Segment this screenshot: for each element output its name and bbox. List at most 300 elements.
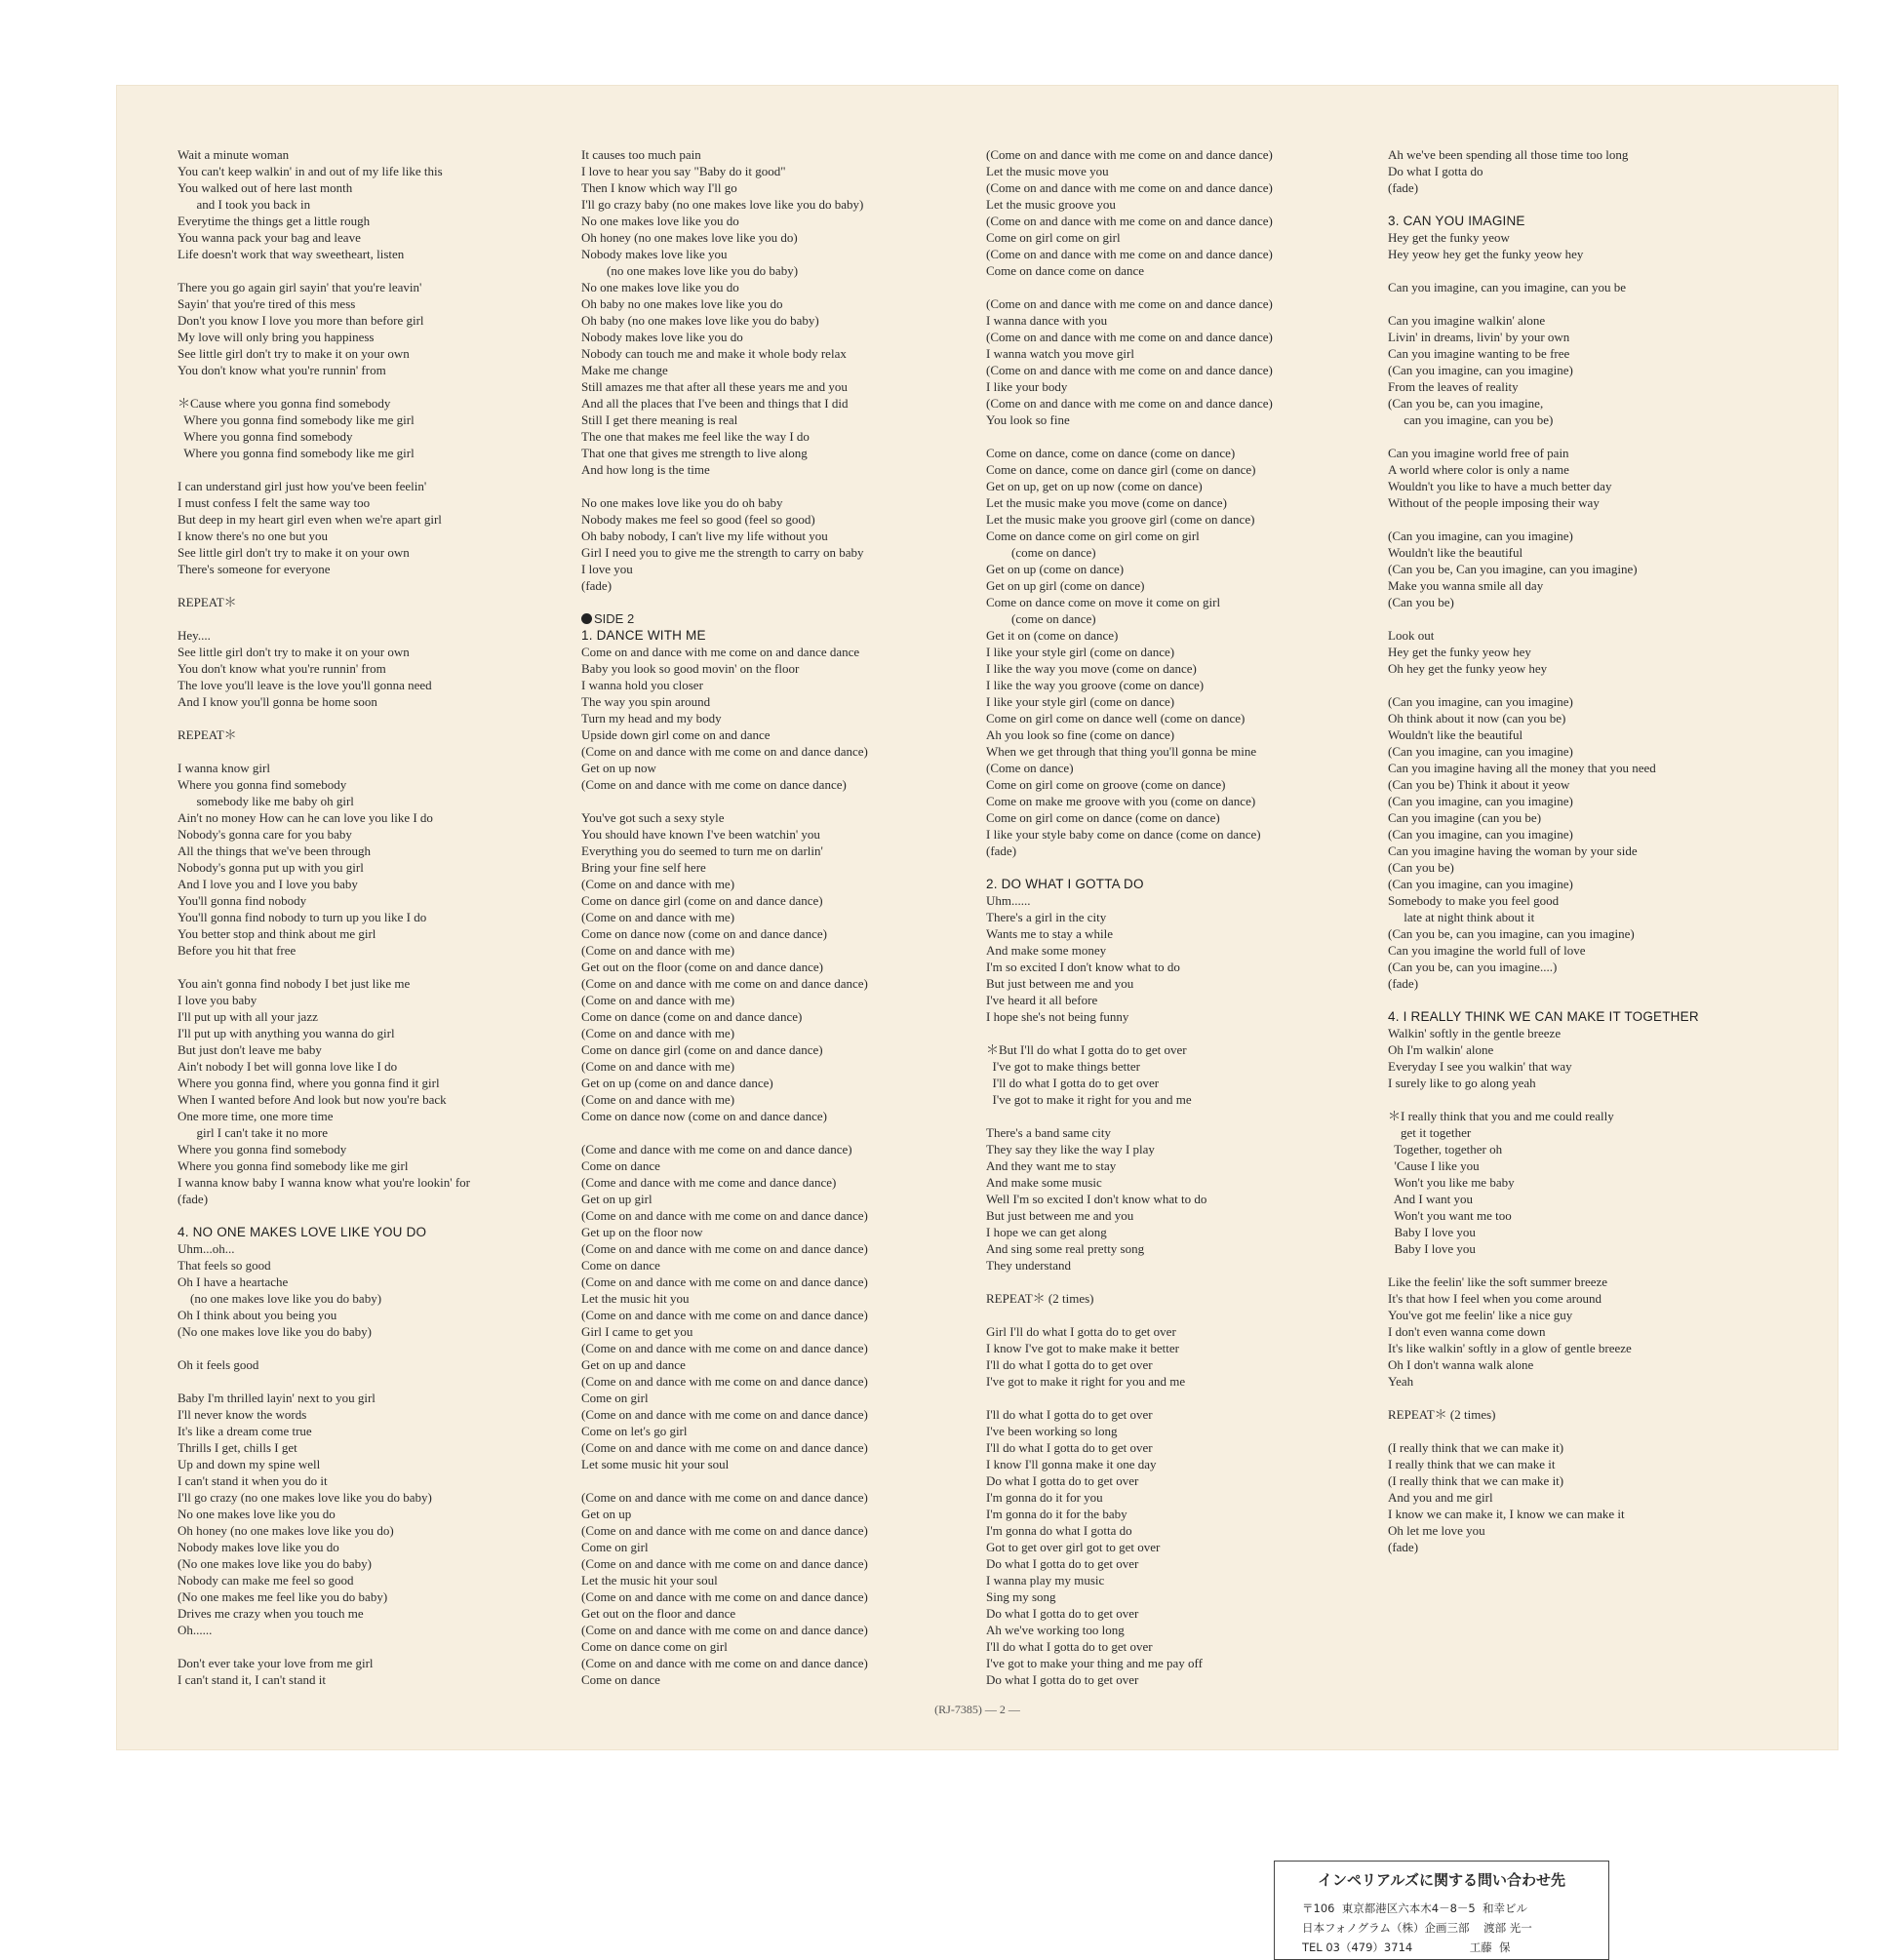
lyric-line: You wanna pack your bag and leave — [178, 230, 361, 245]
lyric-line — [581, 1472, 868, 1489]
lyric-line: Where you gonna find somebody — [178, 429, 353, 444]
contact-box — [1274, 1861, 1609, 1960]
lyric-line — [178, 959, 470, 975]
lyric-line: I hope she's not being funny — [986, 1009, 1129, 1024]
lyric-line: Hey.... — [178, 628, 211, 643]
lyric-line: (Can you be, Can you imagine, can you imagine) — [1388, 562, 1638, 576]
lyric-line: From the leaves of reality — [1388, 379, 1519, 394]
lyric-line: I love you — [581, 562, 633, 576]
lyric-line — [986, 279, 1273, 295]
lyric-line: (Come on dance) — [986, 761, 1074, 775]
lyric-line: Where you gonna find, where you gonna find it girl — [178, 1076, 440, 1090]
lyric-line — [178, 1340, 470, 1356]
lyric-line: (Come and dance with me come and dance dance) — [581, 1175, 837, 1190]
lyric-line: (Come on and dance with me come on and dance dance) — [986, 396, 1273, 411]
lyric-line: But just don't leave me baby — [178, 1042, 322, 1057]
lyric-line: Sing my song — [986, 1589, 1056, 1604]
lyric-line: Where you gonna find somebody like me girl — [178, 446, 415, 460]
lyric-line: Oh...... — [178, 1623, 213, 1637]
lyric-line: Won't you like me baby — [1388, 1175, 1515, 1190]
lyric-line: I hope we can get along — [986, 1225, 1107, 1239]
lyric-line: I love you baby — [178, 993, 257, 1007]
lyric-line: Oh I'm walkin' alone — [1388, 1042, 1494, 1057]
lyric-line: and I took you back in — [178, 197, 311, 212]
lyric-line: Then I know which way I'll go — [581, 180, 737, 195]
lyric-line: Can you imagine world free of pain — [1388, 446, 1569, 460]
lyric-line: (fade) — [581, 578, 613, 593]
lyric-line: You'll gonna find nobody — [178, 893, 307, 908]
lyric-line: Ah you look so fine (come on dance) — [986, 727, 1175, 742]
lyric-line: You walked out of here last month — [178, 180, 353, 195]
lyric-line: The way you spin around — [581, 694, 711, 709]
lyric-line: Come on girl — [581, 1540, 649, 1554]
lyric-line: (Come on and dance with me come on and dance dance) — [581, 1623, 868, 1637]
lyric-line: Can you imagine, can you imagine, can you be — [1388, 280, 1627, 294]
lyric-line — [1388, 1423, 1699, 1439]
lyric-line: Come on girl come on dance (come on dance) — [986, 810, 1220, 825]
lyric-line: Get on up (come on dance) — [986, 562, 1125, 576]
lyric-line: Come on make me groove with you (come on dance) — [986, 794, 1256, 808]
lyric-line: (No one makes me feel like you do baby) — [178, 1589, 388, 1604]
lyric-line: Come on girl — [581, 1391, 649, 1405]
lyric-line: When we get through that thing you'll gonna be mine — [986, 744, 1257, 759]
lyric-line: Everything you do seemed to turn me on darlin' — [581, 843, 823, 858]
lyric-line: Let the music make you groove girl (come on dance) — [986, 512, 1255, 527]
lyric-line: Come on dance, come on dance girl (come on dance) — [986, 462, 1256, 477]
lyric-line: Come on let's go girl — [581, 1424, 688, 1438]
lyric-line: Ain't nobody I bet will gonna love like I do — [178, 1059, 398, 1074]
lyric-line: You ain't gonna find nobody I bet just like me — [178, 976, 411, 991]
lyric-line — [1388, 1390, 1699, 1406]
lyric-line: Oh I think about you being you — [178, 1308, 337, 1322]
lyric-line: Get on up girl — [581, 1192, 652, 1206]
lyric-line: I'll do what I gotta do to get over — [986, 1440, 1153, 1455]
lyric-line: Don't you know I love you more than before girl — [178, 313, 424, 328]
lyric-line: Oh hey get the funky yeow hey — [1388, 661, 1548, 676]
lyric-line: (Come on and dance with me come on and dance dance) — [581, 1556, 868, 1571]
lyric-line: Girl I need you to give me the strength to carry on baby — [581, 545, 864, 560]
lyric-line: But deep in my heart girl even when we're apart girl — [178, 512, 442, 527]
lyric-line: Hey yeow hey get the funky yeow hey — [1388, 247, 1584, 261]
lyric-line: (Come on and dance with me come on and dance dance) — [581, 1241, 868, 1256]
lyric-line: Hey get the funky yeow hey — [1388, 645, 1531, 659]
lyric-line: I'll put up with all your jazz — [178, 1009, 318, 1024]
lyric-line: I'll go crazy baby (no one makes love like you do baby) — [581, 197, 864, 212]
lyric-line: Ah we've been spending all those time too long — [1388, 147, 1629, 162]
lyric-line: A world where color is only a name — [1388, 462, 1569, 477]
lyric-line: Oh let me love you — [1388, 1523, 1485, 1538]
lyric-line: When I wanted before And look but now you're back — [178, 1092, 447, 1107]
lyric-line: It causes too much pain — [581, 147, 701, 162]
lyric-line: Oh baby (no one makes love like you do baby) — [581, 313, 819, 328]
lyric-line: And they want me to stay — [986, 1158, 1117, 1173]
lyric-line: Up and down my spine well — [178, 1457, 321, 1471]
lyric-line: I know there's no one but you — [178, 529, 328, 543]
lyric-line: Everytime the things get a little rough — [178, 214, 371, 228]
lyric-line: I know I've got to make make it better — [986, 1341, 1180, 1355]
lyric-line: I must confess I felt the same way too — [178, 495, 371, 510]
lyric-line: Get on up — [581, 1507, 632, 1521]
lyrics-column-2 — [581, 146, 868, 1688]
lyric-line: (fade) — [178, 1192, 209, 1206]
lyric-line: (fade) — [1388, 180, 1419, 195]
lyric-line: No one makes love like you do — [178, 1507, 336, 1521]
lyric-line — [986, 1108, 1273, 1124]
lyric-line: There's someone for everyone — [178, 562, 331, 576]
lyric-line: (I really think that we can make it) — [1388, 1440, 1564, 1455]
lyric-line: I'll do what I gotta do to get over — [986, 1407, 1153, 1422]
lyric-line: You should have known I've been watchin' you — [581, 827, 820, 842]
lyric-line: Oh honey (no one makes love like you do) — [581, 230, 798, 245]
lyric-line: Come on dance (come on and dance dance) — [581, 1009, 803, 1024]
lyric-line — [1388, 428, 1699, 445]
lyric-line: Look out — [1388, 628, 1435, 643]
lyric-line: (Come on and dance with me come on and dance dance) — [986, 296, 1273, 311]
lyric-line: Come on dance come on girl come on girl — [986, 529, 1200, 543]
lyric-line: I don't even wanna come down — [1388, 1324, 1546, 1339]
lyric-line: Can you imagine having all the money that you need — [1388, 761, 1656, 775]
lyric-line: They say they like the way I play — [986, 1142, 1155, 1156]
lyric-line — [1388, 610, 1699, 627]
side-label — [581, 610, 868, 627]
lyric-line: (no one makes love like you do baby) — [581, 263, 799, 278]
lyric-line: Oh I don't wanna walk alone — [1388, 1357, 1534, 1372]
lyric-line: 'Cause I like you — [1388, 1158, 1480, 1173]
lyric-line — [178, 743, 470, 760]
lyric-line: You don't know what you're runnin' from — [178, 363, 386, 377]
lyric-line: Come on girl come on dance well (come on dance) — [986, 711, 1246, 725]
lyric-line: Get on up, get on up now (come on dance) — [986, 479, 1203, 493]
lyric-line: My love will only bring you happiness — [178, 330, 375, 344]
lyric-line: Nobody makes love like you — [581, 247, 728, 261]
lyric-line: Come on dance come on girl — [581, 1639, 728, 1654]
lyric-line: Oh think about it now (can you be) — [1388, 711, 1566, 725]
lyric-line — [581, 793, 868, 809]
lyric-line: (Can you imagine, can you imagine) — [1388, 794, 1573, 808]
lyric-line: (Can you imagine, can you imagine) — [1388, 877, 1573, 891]
song-title: 4. I REALLY THINK WE CAN MAKE IT TOGETHER — [1388, 1009, 1699, 1024]
lyric-line: And make some money — [986, 943, 1107, 958]
lyric-line — [1388, 511, 1699, 528]
lyric-line: Oh baby nobody, I can't live my life without you — [581, 529, 828, 543]
lyric-line: Let some music hit your soul — [581, 1457, 730, 1471]
lyric-line: Wait a minute woman — [178, 147, 290, 162]
lyric-line: Still amazes me that after all these years me and you — [581, 379, 848, 394]
lyric-line: Can you imagine (can you be) — [1388, 810, 1542, 825]
lyric-line: REPEAT＊ — [178, 727, 237, 742]
lyric-line: All the things that we've been through — [178, 843, 372, 858]
lyric-line: You've got me feelin' like a nice guy — [1388, 1308, 1573, 1322]
lyric-line: (Can you imagine, can you imagine) — [1388, 529, 1573, 543]
lyric-line: Come on dance now (come on and dance dance) — [581, 1109, 827, 1123]
lyric-line: Girl I'll do what I gotta do to get over — [986, 1324, 1176, 1339]
lyric-line: Get out on the floor (come on and dance dance) — [581, 960, 823, 974]
lyric-line: I surely like to go along yeah — [1388, 1076, 1536, 1090]
lyric-line: (Come on and dance with me) — [581, 1026, 735, 1040]
lyric-line: Wouldn't like the beautiful — [1388, 727, 1523, 742]
lyric-line: (Can you imagine, can you imagine) — [1388, 744, 1573, 759]
lyric-line: I wanna play my music — [986, 1573, 1105, 1588]
lyric-line: Where you gonna find somebody like me girl — [178, 1158, 409, 1173]
lyric-line: (Can you be, can you imagine, can you imagine) — [1388, 926, 1635, 941]
lyric-line: (Come on and dance with me) — [581, 1059, 735, 1074]
lyric-line: (Can you be) Think it about it yeow — [1388, 777, 1570, 792]
lyric-line: Ain't no money How can he can love you like I do — [178, 810, 433, 825]
lyric-line: Let the music groove you — [986, 197, 1116, 212]
lyric-line: Bring your fine self here — [581, 860, 706, 875]
lyric-line: Let the music hit your soul — [581, 1573, 718, 1588]
song-title: 4. NO ONE MAKES LOVE LIKE YOU DO — [178, 1225, 427, 1239]
lyric-line — [178, 461, 470, 478]
lyric-line: I wanna know baby I wanna know what you're lookin' for — [178, 1175, 470, 1190]
lyric-line: I wanna dance with you — [986, 313, 1108, 328]
lyric-line: And make some music — [986, 1175, 1102, 1190]
lyric-line: (Come on and dance with me come on and dance dance) — [986, 214, 1273, 228]
lyric-line: (No one makes love like you do baby) — [178, 1324, 372, 1339]
lyric-line: Ah we've working too long — [986, 1623, 1125, 1637]
lyric-line: Do what I gotta do to get over — [986, 1556, 1139, 1571]
lyric-line: Wouldn't you like to have a much better day — [1388, 479, 1612, 493]
lyric-line: (Come on and dance with me come on and dance dance) — [581, 1523, 868, 1538]
lyric-line: The one that makes me feel like the way I do — [581, 429, 810, 444]
lyric-line: I've got to make it right for you and me — [986, 1092, 1192, 1107]
lyric-line — [986, 1025, 1273, 1041]
lyric-line: Livin' in dreams, livin' by your own — [1388, 330, 1570, 344]
lyric-line: Wouldn't like the beautiful — [1388, 545, 1523, 560]
lyric-line: Get out on the floor and dance — [581, 1606, 736, 1621]
lyric-line: Together, together oh — [1388, 1142, 1503, 1156]
lyric-line: And sing some real pretty song — [986, 1241, 1145, 1256]
lyric-line: (Come on and dance with me come on and dance dance) — [986, 147, 1273, 162]
lyric-line: I can't stand it when you do it — [178, 1473, 328, 1488]
lyric-line: Oh I have a heartache — [178, 1274, 289, 1289]
lyric-line: Get on up (come on and dance dance) — [581, 1076, 773, 1090]
lyric-line — [178, 610, 470, 627]
lyric-line: But just between me and you — [986, 1208, 1134, 1223]
lyric-sheet — [117, 86, 1838, 1749]
lyric-line: (Come on and dance with me come on and dance dance) — [581, 1589, 868, 1604]
lyric-line: Turn my head and my body — [581, 711, 722, 725]
lyric-line: (Come on and dance with me come on and dance dance) — [986, 330, 1273, 344]
lyric-line: See little girl don't try to make it on your own — [178, 545, 410, 560]
lyric-line: No one makes love like you do — [581, 280, 739, 294]
lyric-line: (Come on and dance with me come on and dance dance) — [581, 1490, 868, 1505]
lyric-line: (Can you be, can you imagine....) — [1388, 960, 1558, 974]
lyric-line: (fade) — [1388, 1540, 1419, 1554]
lyric-line: (Come on and dance with me come on and dance dance) — [581, 1208, 868, 1223]
lyric-line: Come on dance — [581, 1672, 660, 1687]
lyric-line: Walkin' softly in the gentle breeze — [1388, 1026, 1562, 1040]
lyric-line: I like the way you move (come on dance) — [986, 661, 1197, 676]
lyric-line: (Can you be) — [1388, 860, 1454, 875]
lyric-line: ＊I really think that you and me could really — [1388, 1109, 1614, 1123]
lyric-line: I like your style girl (come on dance) — [986, 694, 1175, 709]
lyric-line: I wanna watch you move girl — [986, 346, 1134, 361]
lyric-line: And I know you'll gonna be home soon — [178, 694, 377, 709]
lyric-line: REPEAT＊ (2 times) — [986, 1291, 1094, 1306]
lyric-line — [1388, 1257, 1699, 1274]
lyric-line: There you go again girl sayin' that you're leavin' — [178, 280, 422, 294]
lyric-line: You can't keep walkin' in and out of my life like this — [178, 164, 443, 178]
lyric-line: I really think that we can make it — [1388, 1457, 1556, 1471]
lyric-line — [178, 1207, 470, 1224]
lyric-line: (Come on and dance with me) — [581, 993, 735, 1007]
filled-circle-icon — [581, 613, 592, 624]
lyric-line: Can you imagine wanting to be free — [1388, 346, 1570, 361]
lyric-line: Sayin' that you're tired of this mess — [178, 296, 356, 311]
lyric-line: Don't ever take your love from me girl — [178, 1656, 374, 1670]
lyric-line: Somebody to make you feel good — [1388, 893, 1560, 908]
lyric-line: Got to get over girl got to get over — [986, 1540, 1161, 1554]
lyric-line: It's like walkin' softly in a glow of gentle breeze — [1388, 1341, 1632, 1355]
lyric-line: (Come on and dance with me come on and dance dance) — [986, 247, 1273, 261]
lyric-line — [986, 859, 1273, 876]
lyric-line: REPEAT＊ — [178, 595, 237, 609]
lyric-line: Life doesn't work that way sweetheart, listen — [178, 247, 405, 261]
lyric-line: Come on dance girl (come on and dance dance) — [581, 1042, 823, 1057]
lyric-line: And you and me girl — [1388, 1490, 1493, 1505]
lyric-line — [986, 428, 1273, 445]
lyric-line: I like your style girl (come on dance) — [986, 645, 1175, 659]
lyric-line: (Come on and dance with me come on and dance dance) — [581, 744, 868, 759]
lyrics-column-1 — [178, 146, 470, 1688]
lyric-line: Nobody can touch me and make it whole body relax — [581, 346, 847, 361]
lyric-line: Let the music move you — [986, 164, 1109, 178]
lyric-line — [581, 478, 868, 494]
lyric-line: Come on dance girl (come on and dance dance) — [581, 893, 823, 908]
lyric-line: Come on dance now (come on and dance dance) — [581, 926, 827, 941]
lyric-line: I like the way you groove (come on dance) — [986, 678, 1205, 692]
lyric-line: (Come on and dance with me come on and dance dance) — [581, 976, 868, 991]
lyric-line: Without of the people imposing their way — [1388, 495, 1600, 510]
lyric-line: (Come on and dance with me come on and dance dance) — [581, 1656, 868, 1670]
lyric-line: Oh honey (no one makes love like you do) — [178, 1523, 394, 1538]
lyric-line: Get on up now — [581, 761, 656, 775]
lyric-line: That feels so good — [178, 1258, 271, 1273]
lyric-line: Baby you look so good movin' on the floor — [581, 661, 800, 676]
lyric-line: There's a band same city — [986, 1125, 1111, 1140]
contact-company: 日本フォノグラム（株）企画三部 渡部 光一 — [1302, 1921, 1532, 1935]
lyric-line — [178, 262, 470, 279]
lyric-line: I'm gonna do it for the baby — [986, 1507, 1127, 1521]
lyric-line: Make you wanna smile all day — [1388, 578, 1544, 593]
lyric-line: Thrills I get, chills I get — [178, 1440, 297, 1455]
lyric-line: You'll gonna find nobody to turn up you like I do — [178, 910, 427, 924]
lyric-line: (Come and dance with me come on and dance dance) — [581, 1142, 852, 1156]
lyric-line: I wanna know girl — [178, 761, 270, 775]
lyric-line: I know I'll gonna make it one day — [986, 1457, 1157, 1471]
lyric-line: Get on up and dance — [581, 1357, 686, 1372]
lyric-line: Baby I love you — [1388, 1241, 1476, 1256]
lyric-line — [581, 594, 868, 610]
lyric-line: Girl I came to get you — [581, 1324, 693, 1339]
lyric-line: Like the feelin' like the soft summer breeze — [1388, 1274, 1608, 1289]
lyric-line: No one makes love like you do — [581, 214, 739, 228]
lyric-line: Let the music make you move (come on dance) — [986, 495, 1227, 510]
lyric-line: Yeah — [1388, 1374, 1414, 1389]
lyric-line: I've got to make things better — [986, 1059, 1140, 1074]
lyric-line: (Come on and dance with me come on and dance dance) — [581, 1440, 868, 1455]
lyric-line: I'll never know the words — [178, 1407, 307, 1422]
lyric-line: Come on dance come on dance — [986, 263, 1145, 278]
contact-address: 〒106 東京都港区六本木4－8－5 和幸ビル — [1302, 1901, 1528, 1915]
lyric-line: I know we can make it, I know we can make it — [1388, 1507, 1625, 1521]
lyric-line: It's like a dream come true — [178, 1424, 312, 1438]
lyric-line: Nobody makes love like you do — [178, 1540, 339, 1554]
lyric-line: Nobody makes love like you do — [581, 330, 743, 344]
lyric-line: Nobody can make me feel so good — [178, 1573, 354, 1588]
lyric-line: Get on up girl (come on dance) — [986, 578, 1145, 593]
song-title: 3. CAN YOU IMAGINE — [1388, 214, 1525, 228]
lyric-line: The love you'll leave is the love you'll gonna need — [178, 678, 432, 692]
lyric-line: Do what I gotta do to get over — [986, 1473, 1139, 1488]
lyric-line: Still I get there meaning is real — [581, 412, 738, 427]
lyric-line: You've got such a sexy style — [581, 810, 725, 825]
lyric-line — [1388, 1091, 1699, 1108]
lyric-line: No one makes love like you do oh baby — [581, 495, 783, 510]
contact-phone: TEL 03（479）3714 工藤 保 — [1302, 1940, 1511, 1954]
lyric-line: (No one makes love like you do baby) — [178, 1556, 372, 1571]
lyric-line: Where you gonna find somebody — [178, 1142, 347, 1156]
lyric-line — [1388, 992, 1699, 1008]
lyric-line: See little girl don't try to make it on your own — [178, 645, 410, 659]
lyric-line: They understand — [986, 1258, 1072, 1273]
lyric-line: Uhm...... — [986, 893, 1031, 908]
lyric-line: (Come on and dance with me) — [581, 1092, 735, 1107]
lyric-line: (Come on and dance with me come on and dance dance) — [581, 1407, 868, 1422]
lyric-line — [986, 1274, 1273, 1290]
lyric-line: Before you hit that free — [178, 943, 297, 958]
lyric-line: Wants me to stay a while — [986, 926, 1114, 941]
lyric-line: Can you imagine walkin' alone — [1388, 313, 1546, 328]
lyric-line: I like your body — [986, 379, 1068, 394]
lyric-line: REPEAT＊ (2 times) — [1388, 1407, 1496, 1422]
lyric-line: Come on dance — [581, 1158, 660, 1173]
lyric-line: I love to hear you say "Baby do it good" — [581, 164, 786, 178]
lyric-line: Get up on the floor now — [581, 1225, 703, 1239]
lyric-line: Do what I gotta do to get over — [986, 1672, 1139, 1687]
lyric-line: (Come on and dance with me) — [581, 910, 735, 924]
lyric-line: girl I can't take it no more — [178, 1125, 328, 1140]
lyric-line: (Can you imagine, can you imagine) — [1388, 694, 1573, 709]
lyric-line: (come on dance) — [986, 545, 1096, 560]
lyric-line: I've been working so long — [986, 1424, 1118, 1438]
lyric-line: ＊But I'll do what I gotta do to get over — [986, 1042, 1187, 1057]
lyric-line: Can you imagine the world full of love — [1388, 943, 1586, 958]
lyric-line: And I want you — [1388, 1192, 1474, 1206]
lyric-line: Oh it feels good — [178, 1357, 259, 1372]
contact-title: インペリアルズに関する問い合わせ先 — [1318, 1871, 1565, 1889]
lyric-line — [1388, 262, 1699, 279]
lyric-line: That one that gives me strength to live along — [581, 446, 808, 460]
lyric-line: It's that how I feel when you come around — [1388, 1291, 1601, 1306]
lyric-line: (fade) — [1388, 976, 1419, 991]
lyric-line: (Come on and dance with me come on and dance dance) — [581, 1374, 868, 1389]
lyric-line: Do what I gotta do — [1388, 164, 1483, 178]
lyric-line: Do what I gotta do to get over — [986, 1606, 1139, 1621]
song-title: 2. DO WHAT I GOTTA DO — [986, 877, 1144, 891]
lyric-line: somebody like me baby oh girl — [178, 794, 354, 808]
lyric-line: Oh baby no one makes love like you do — [581, 296, 783, 311]
lyric-line: I wanna hold you closer — [581, 678, 703, 692]
lyric-line: Come on and dance with me come on and dance dance — [581, 645, 860, 659]
lyric-line — [986, 1307, 1273, 1323]
lyric-line: late at night think about it — [1388, 910, 1535, 924]
lyric-line: See little girl don't try to make it on your own — [178, 346, 410, 361]
lyric-line: Everyday I see you walkin' that way — [1388, 1059, 1572, 1074]
lyric-line: I'll go crazy (no one makes love like you do baby) — [178, 1490, 432, 1505]
lyric-line: Nobody's gonna put up with you girl — [178, 860, 364, 875]
